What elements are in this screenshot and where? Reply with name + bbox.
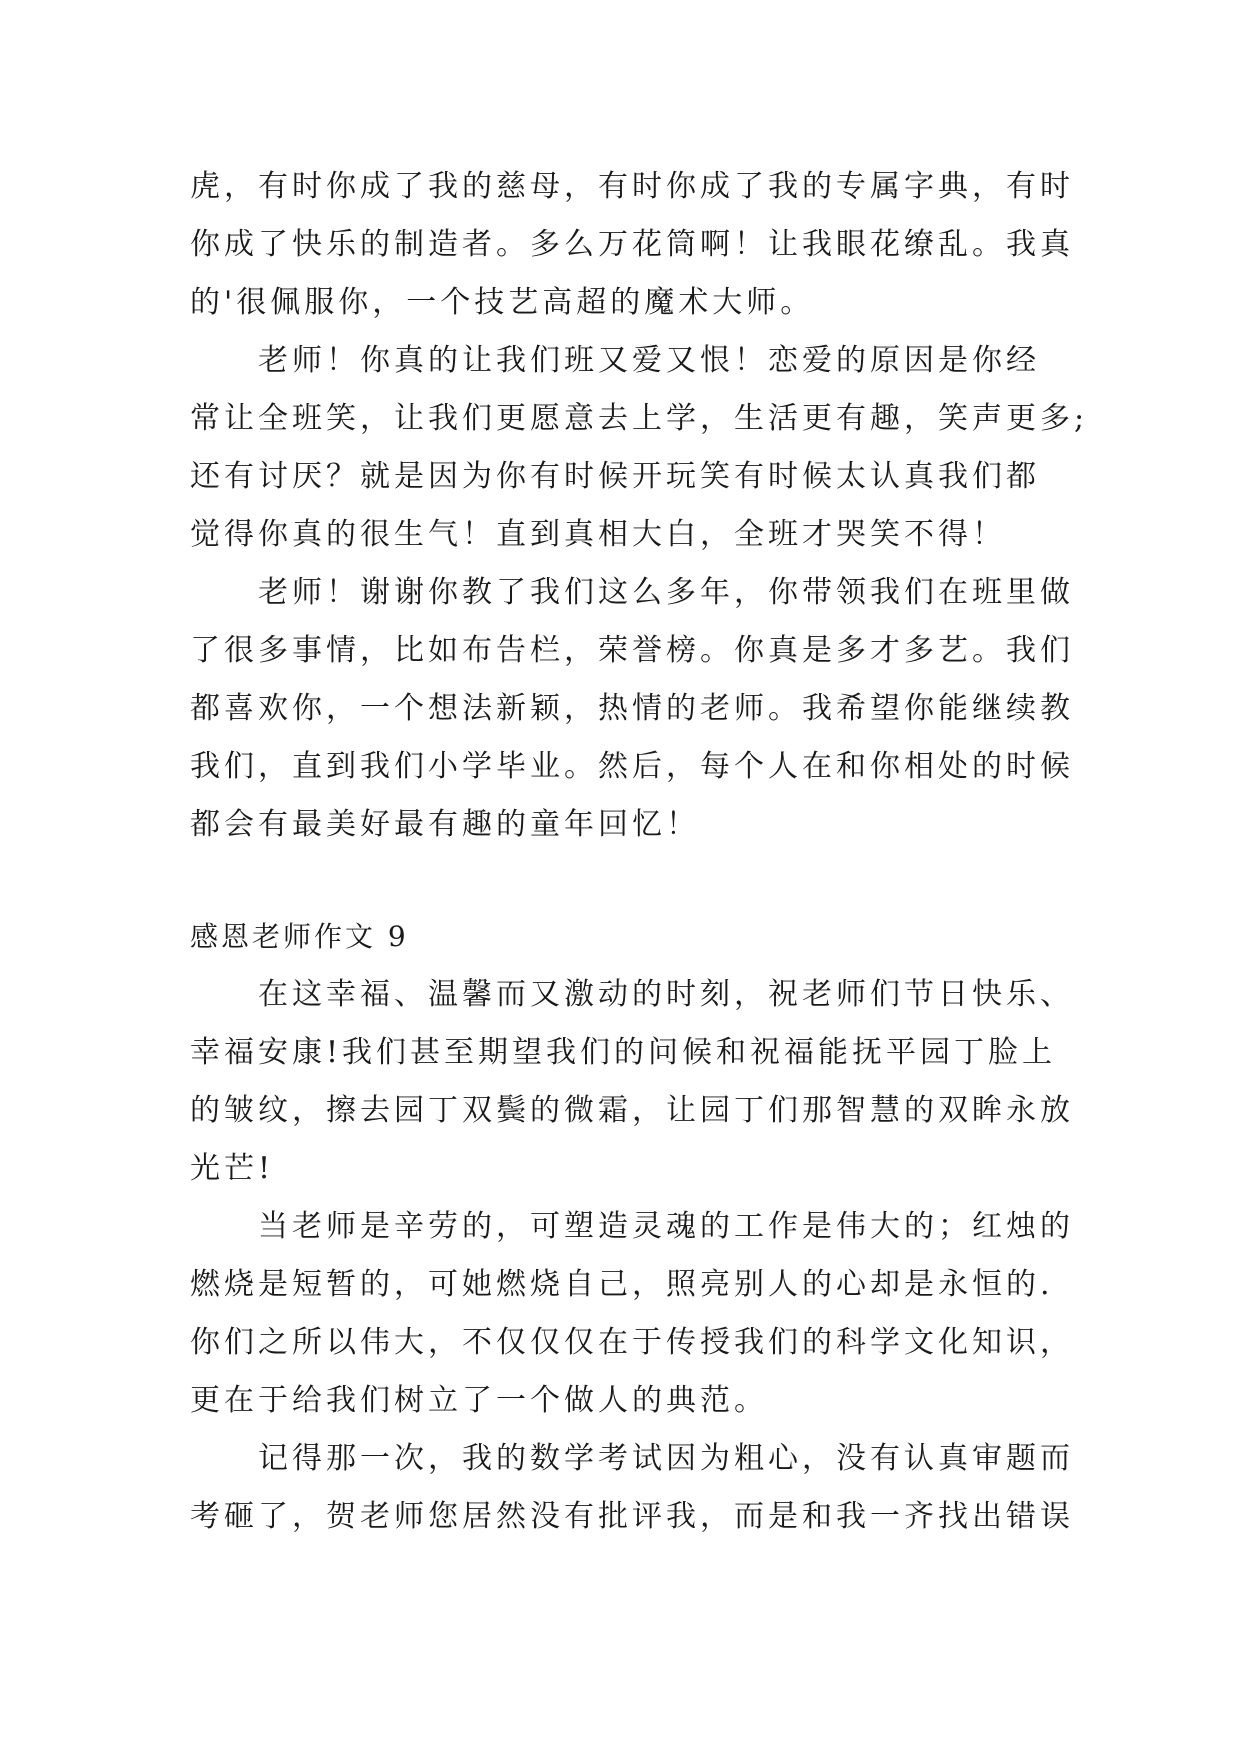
paragraph bbox=[190, 332, 1089, 564]
text-line: 了很多事情，比如布告栏，荣誉榜。你真是多才多艺。我们 bbox=[190, 633, 1074, 668]
text-line: 都喜欢你，一个想法新颖，热情的老师。我希望你能继续教 bbox=[190, 691, 1074, 726]
text-line: 更在于给我们树立了一个做人的典范。 bbox=[190, 1383, 768, 1418]
text-line: 你成了快乐的制造者。多么万花筒啊！让我眼花缭乱。我真 bbox=[190, 227, 1074, 262]
section-spacer bbox=[190, 854, 1050, 908]
text-line: 幸福安康!我们甚至期望我们的问候和祝福能抚平园丁脸上 bbox=[190, 1035, 1057, 1070]
text-line: 考砸了，贺老师您居然没有批评我，而是和我一齐找出错误 bbox=[190, 1499, 1074, 1534]
text-line: 光芒! bbox=[190, 1151, 275, 1186]
text-line: 老师！谢谢你教了我们这么多年，你带领我们在班里做 bbox=[258, 575, 1074, 610]
text-line: 老师！你真的让我们班又爱又恨！恋爱的原因是你经 bbox=[258, 343, 1040, 378]
text-line: 在这幸福、温馨而又激动的时刻，祝老师们节日快乐、 bbox=[258, 977, 1074, 1012]
text-line: 虎，有时你成了我的慈母，有时你成了我的专属字典，有时 bbox=[190, 169, 1074, 204]
text-line: 我们，直到我们小学毕业。然后，每个人在和你相处的时候 bbox=[190, 749, 1074, 784]
text-line: 燃烧是短暂的，可她燃烧自己，照亮别人的心却是永恒的. bbox=[190, 1267, 1054, 1302]
text-line: 你们之所以伟大，不仅仅仅在于传授我们的科学文化知识， bbox=[190, 1325, 1074, 1360]
text-line: 的皱纹，擦去园丁双鬓的微霜，让园丁们那智慧的双眸永放 bbox=[190, 1093, 1074, 1128]
text-line: 常让全班笑，让我们更愿意去上学，生活更有趣，笑声更多; bbox=[190, 401, 1089, 436]
paragraph bbox=[190, 1430, 1074, 1546]
section-title: 感恩老师作文 9 bbox=[190, 920, 409, 953]
text-line: 当老师是辛劳的，可塑造灵魂的工作是伟大的；红烛的 bbox=[258, 1209, 1074, 1244]
text-line: 觉得你真的很生气！直到真相大白，全班才哭笑不得！ bbox=[190, 517, 1006, 552]
text-line: 都会有最美好最有趣的童年回忆！ bbox=[190, 807, 700, 842]
paragraph bbox=[190, 966, 1074, 1198]
document-body bbox=[190, 158, 1089, 1546]
text-line: 还有讨厌？就是因为你有时候开玩笑有时候太认真我们都 bbox=[190, 459, 1040, 494]
paragraph bbox=[190, 564, 1074, 854]
text-line: 的'很佩服你，一个技艺高超的魔术大师。 bbox=[190, 285, 815, 320]
paragraph bbox=[190, 158, 1074, 332]
text-line: 记得那一次，我的数学考试因为粗心，没有认真审题而 bbox=[258, 1441, 1074, 1476]
paragraph bbox=[190, 1198, 1074, 1430]
